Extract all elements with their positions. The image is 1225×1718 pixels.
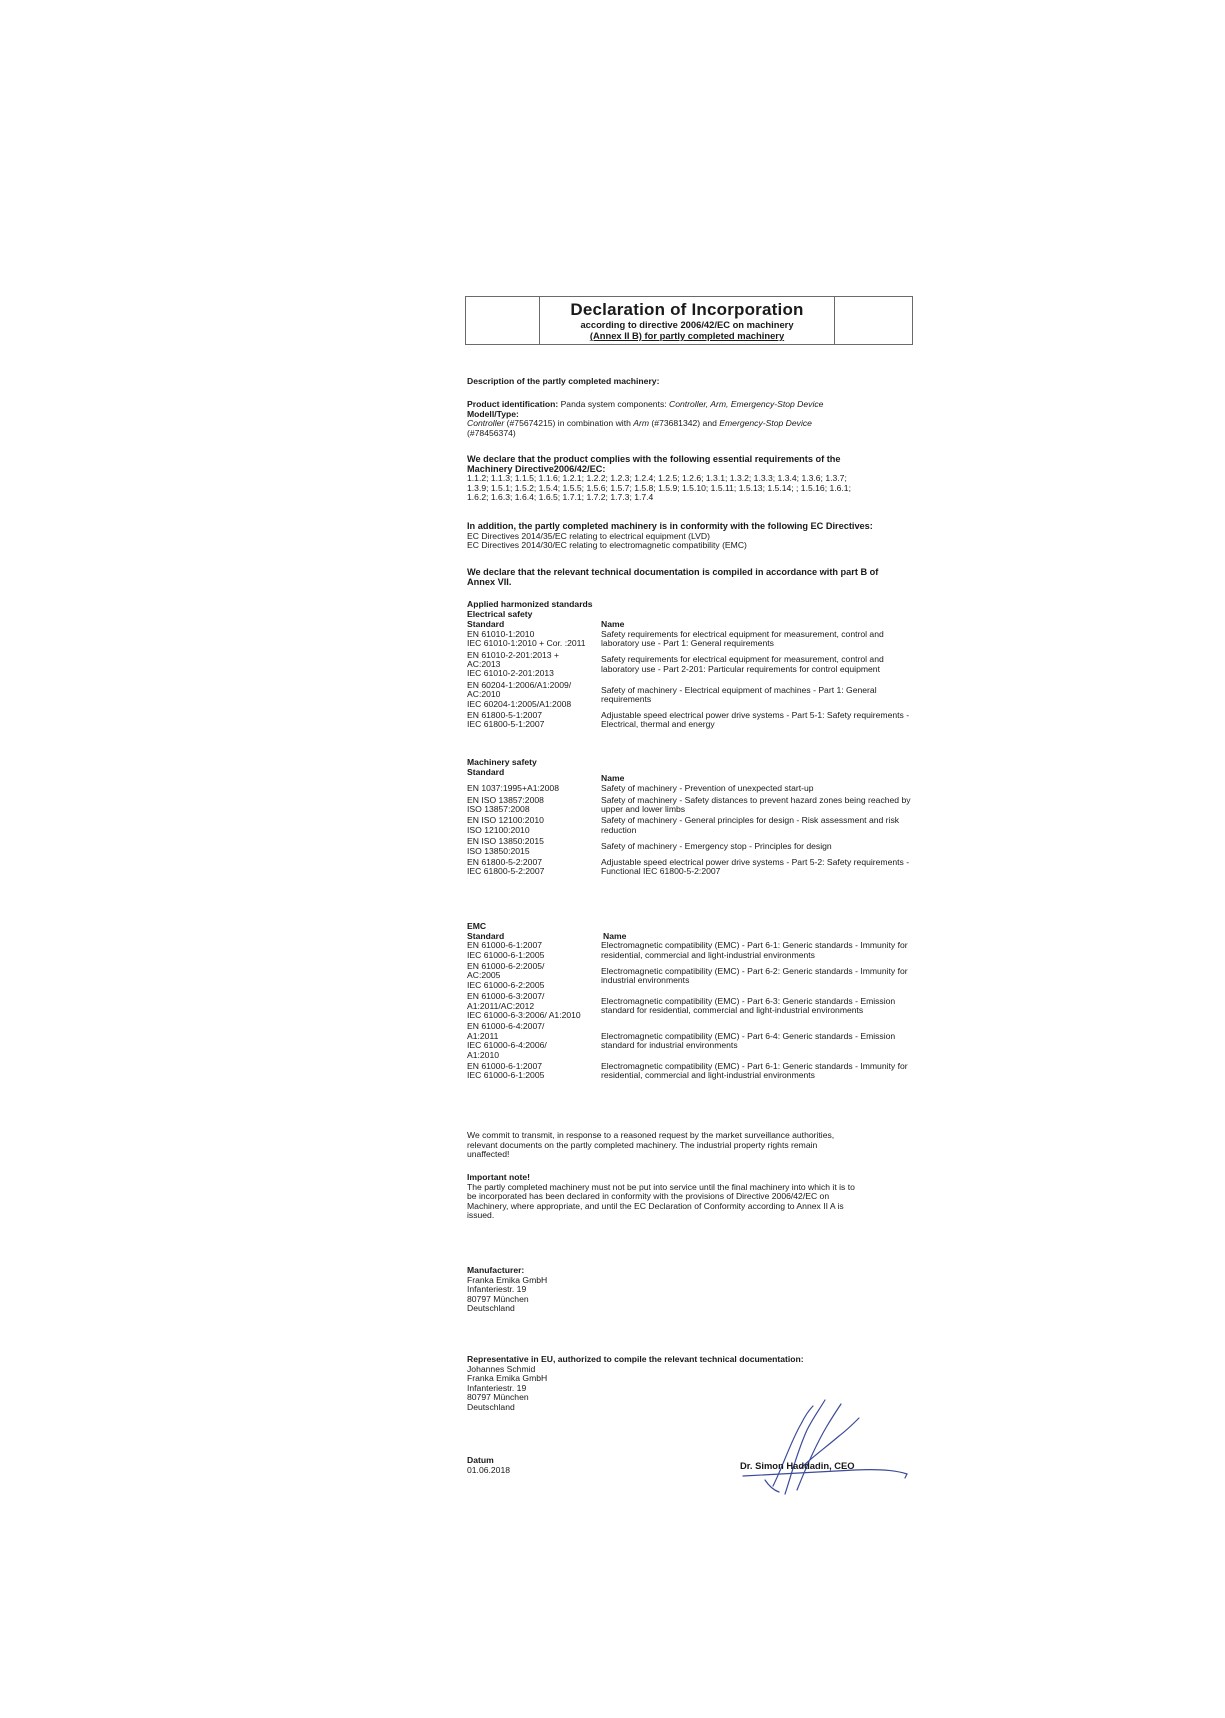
- important-note-heading: Important note!: [467, 1172, 531, 1182]
- document-header: [465, 296, 913, 345]
- table-row: [467, 630, 917, 649]
- standard-name: Electromagnetic compatibility (EMC) - Part 6-2: Generic standards - Immunity for: [601, 965, 908, 976]
- representative-line: Infanteriestr. 19: [467, 1382, 527, 1393]
- essential-requirements-section: [467, 455, 917, 503]
- essential-heading-1: We declare that the product complies with the following essential requirements of the: [467, 454, 841, 464]
- manufacturer-heading: Manufacturer:: [467, 1265, 525, 1275]
- table-row: [467, 651, 917, 679]
- standard-code: IEC 61800-5-2:2007: [467, 866, 545, 877]
- header-title-cell: [540, 297, 834, 344]
- standard-name: Safety requirements for electrical equipment for measurement, control and: [601, 628, 884, 639]
- essential-heading-2: Machinery Directive2006/42/EC:: [467, 463, 606, 474]
- commit-line-1: We commit to transmit, in response to a reasoned request by the market surveillance authorities,: [467, 1130, 835, 1140]
- standard-name: Safety of machinery - Safety distances to prevent hazard zones being reached by: [601, 794, 911, 805]
- esd-number: (#78456374): [467, 427, 516, 438]
- techdoc-line-1: We declare that the relevant technical documentation is compiled in accordance with part B of: [467, 567, 879, 577]
- standard-cell: [467, 1062, 601, 1081]
- table-row: [467, 962, 917, 990]
- arm-number: (#73681342) and: [651, 418, 717, 429]
- column-name: Name: [601, 619, 625, 630]
- representative-line: Johannes Schmid: [467, 1363, 536, 1374]
- standard-code: IEC 60204-1:2005/A1:2008: [467, 698, 572, 709]
- standard-code: ISO 13857:2008: [467, 804, 530, 814]
- name-cell: [601, 655, 917, 674]
- standard-name: Adjustable speed electrical power drive systems - Part 5-2: Safety requirements -: [601, 857, 910, 868]
- note-line-4: issued.: [467, 1210, 495, 1221]
- controller-name: Controller: [467, 418, 505, 429]
- standard-name: Adjustable speed electrical power drive systems - Part 5-1: Safety requirements -: [601, 710, 910, 721]
- standard-code: ISO 13850:2015: [467, 845, 530, 856]
- standard-name: laboratory use - Part 1: General requirements: [601, 638, 774, 649]
- machinery-safety-title: Machinery safety: [467, 757, 537, 767]
- standard-name: residential, commercial and light-industrial environments: [601, 1070, 815, 1081]
- standard-code: EN 61010-2-201:2013 +: [467, 649, 559, 660]
- standard-code: AC:2013: [467, 659, 501, 669]
- standard-name: Safety of machinery - Electrical equipment of machines - Part 1: General: [601, 684, 877, 695]
- standard-code: IEC 61010-1:2010 + Cor. :2011: [467, 638, 586, 649]
- standard-name: Electromagnetic compatibility (EMC) - Part 6-1: Generic standards - Immunity for: [601, 940, 908, 951]
- electrical-safety-title: Electrical safety: [467, 608, 533, 619]
- column-standard: Standard: [467, 619, 505, 630]
- standard-code: IEC 61000-6-3:2006/ A1:2010: [467, 1010, 581, 1021]
- product-section: [467, 400, 917, 438]
- document-title: Declaration of Incorporation: [570, 300, 804, 319]
- standard-code: EN ISO 13850:2015: [467, 836, 544, 847]
- name-cell: [601, 796, 917, 815]
- table-row: [467, 941, 917, 960]
- product-label: Product identification:: [467, 399, 559, 409]
- standard-cell: [467, 1022, 601, 1060]
- standard-code: EN 61000-6-2:2005/: [467, 961, 545, 971]
- standard-code: IEC 61000-6-4:2006/: [467, 1040, 547, 1051]
- standard-code: IEC 61000-6-1:2005: [467, 949, 545, 960]
- description-section: [467, 377, 917, 387]
- standard-code: IEC 61800-5-1:2007: [467, 719, 545, 730]
- name-cell: [601, 997, 917, 1016]
- standard-name: standard for industrial environments: [601, 1040, 738, 1051]
- representative-line: Franka Emika GmbH: [467, 1373, 548, 1384]
- standard-name: Electromagnetic compatibility (EMC) - Part 6-1: Generic standards - Immunity for: [601, 1061, 908, 1072]
- table-row: [467, 1062, 917, 1081]
- emc-section: [467, 922, 917, 1081]
- manufacturer-line: 80797 München: [467, 1293, 529, 1304]
- standard-name: standard for residential, commercial and light-industrial environments: [601, 1005, 864, 1016]
- standard-cell: [467, 858, 601, 877]
- product-text: Panda system components:: [560, 399, 667, 409]
- manufacturer-line: Infanteriestr. 19: [467, 1284, 527, 1295]
- standard-name: residential, commercial and light-industrial environments: [601, 949, 815, 960]
- standard-code: EN 61000-6-3:2007/: [467, 991, 545, 1002]
- directives-section: [467, 522, 917, 551]
- standard-code: EN 61000-6-4:2007/: [467, 1021, 545, 1032]
- standard-cell: [467, 962, 601, 990]
- manufacturer-line: Franka Emika GmbH: [467, 1274, 548, 1285]
- header-left-cell: [466, 297, 540, 344]
- controller-number: (#75674215) in combination with: [506, 418, 631, 429]
- essential-line-2: 1.3.9; 1.5.1; 1.5.2; 1.5.4; 1.5.5; 1.5.6; 1.5.7; 1.5.8; 1.5.9; 1.5.10; 1.5.11; 1.5.13; 1.5.14; ; 1.5.16; 1.6.1;: [467, 482, 851, 493]
- standard-code: EN 61800-5-2:2007: [467, 857, 543, 868]
- header-right-cell: [834, 297, 912, 344]
- commit-line-3: unaffected!: [467, 1149, 510, 1160]
- column-name: Name: [603, 930, 627, 941]
- standard-cell: [467, 837, 601, 856]
- name-cell: [601, 816, 917, 835]
- name-cell: [601, 842, 917, 851]
- standard-name: Safety requirements for electrical equipment for measurement, control and: [601, 654, 884, 665]
- electrical-safety-section: [467, 600, 917, 730]
- standard-name: upper and lower limbs: [601, 804, 686, 814]
- techdoc-section: [467, 568, 917, 587]
- name-cell: [601, 967, 917, 986]
- standard-name: requirements: [601, 693, 652, 704]
- commit-line-2: relevant documents on the partly completed machinery. The industrial property rights remain: [467, 1139, 818, 1150]
- name-cell: [601, 858, 917, 877]
- representative-heading: Representative in EU, authorized to compile the relevant technical documentation:: [467, 1354, 804, 1364]
- standard-code: A1:2010: [467, 1049, 500, 1060]
- standard-name: Electromagnetic compatibility (EMC) - Part 6-4: Generic standards - Emission: [601, 1030, 896, 1041]
- note-line-2: be incorporated has been declared in conformity with the provisions of Directive 2006/42/EC on: [467, 1191, 830, 1202]
- manufacturer-section: [467, 1266, 917, 1314]
- standard-name: Functional IEC 61800-5-2:2007: [601, 866, 721, 877]
- standard-code: IEC 61000-6-2:2005: [467, 979, 545, 990]
- standard-cell: [467, 941, 601, 960]
- standard-cell: [467, 816, 601, 835]
- standard-code: IEC 61000-6-1:2005: [467, 1070, 545, 1081]
- standard-cell: [467, 796, 601, 815]
- header-subtitle: according to directive 2006/42/EC on machinery: [580, 319, 794, 330]
- essential-line-3: 1.6.2; 1.6.3; 1.6.4; 1.6.5; 1.7.1; 1.7.2; 1.7.3; 1.7.4: [467, 492, 654, 503]
- essential-line-1: 1.1.2; 1.1.3; 1.1.5; 1.1.6; 1.2.1; 1.2.2; 1.2.3; 1.2.4; 1.2.5; 1.2.6; 1.3.1; 1.3.2; 1.3.3; 1.3.4; 1.3.6; 1.3.7;: [467, 473, 847, 484]
- arm-name: Arm: [633, 418, 650, 429]
- name-cell: [601, 686, 917, 705]
- standard-code: EN 61800-5-1:2007: [467, 710, 543, 721]
- table-row: [467, 816, 917, 835]
- signatory-name: Dr. Simon Haddadin, CEO: [740, 1460, 855, 1471]
- machinery-table-body: [467, 784, 917, 877]
- model-label: Modell/Type:: [467, 408, 519, 419]
- emc-table-body: [467, 941, 917, 1081]
- standard-code: EN 60204-1:2006/A1:2009/: [467, 679, 572, 690]
- standard-code: ISO 12100:2010: [467, 824, 530, 835]
- directive-emc: EC Directives 2014/30/EC relating to electromagnetic compatibility (EMC): [467, 540, 747, 551]
- table-row: [467, 711, 917, 730]
- standard-cell: [467, 681, 601, 709]
- description-heading: Description of the partly completed machinery:: [467, 376, 660, 386]
- column-standard: Standard: [467, 930, 505, 941]
- name-cell: [601, 1062, 917, 1081]
- representative-line: Deutschland: [467, 1401, 515, 1412]
- standard-name: reduction: [601, 824, 637, 835]
- standard-code: EN ISO 12100:2010: [467, 815, 544, 826]
- applied-standards-heading: Applied harmonized standards: [467, 599, 593, 609]
- table-row: [467, 992, 917, 1020]
- table-row: [467, 796, 917, 815]
- table-row: [467, 1022, 917, 1060]
- standard-name: Electrical, thermal and energy: [601, 719, 715, 730]
- datum-label: Datum: [467, 1455, 494, 1465]
- standard-code: EN 61010-1:2010: [467, 628, 535, 639]
- column-standard: Standard: [467, 766, 505, 777]
- standard-code: AC:2010: [467, 689, 501, 700]
- name-cell: [601, 711, 917, 730]
- standard-name: Safety of machinery - Emergency stop - Principles for design: [601, 840, 832, 851]
- table-row: [467, 837, 917, 856]
- standard-code: IEC 61010-2-201:2013: [467, 668, 554, 679]
- emc-title: EMC: [467, 921, 487, 931]
- standard-code: A1:2011: [467, 1030, 499, 1041]
- table-row: [467, 858, 917, 877]
- esd-name: Emergency-Stop Device: [719, 418, 812, 429]
- directive-lvd: EC Directives 2014/35/EC relating to electrical equipment (LVD): [467, 530, 710, 541]
- column-name: Name: [601, 772, 625, 783]
- machinery-table-header: [467, 768, 917, 784]
- electrical-table-body: [467, 630, 917, 730]
- handwritten-signature: [735, 1386, 915, 1496]
- standard-name: Electromagnetic compatibility (EMC) - Part 6-3: Generic standards - Emission: [601, 995, 896, 1006]
- standard-cell: [467, 992, 601, 1020]
- name-cell: [601, 630, 917, 649]
- table-row: [467, 784, 917, 793]
- standard-name: industrial environments: [601, 975, 690, 986]
- header-subtitle-annex: (Annex II B) for partly completed machinery: [589, 330, 785, 341]
- standard-name: Safety of machinery - General principles for design - Risk assessment and risk: [601, 815, 900, 826]
- manufacturer-line: Deutschland: [467, 1303, 515, 1314]
- standard-cell: [467, 630, 601, 649]
- standard-code: EN 61000-6-1:2007: [467, 1061, 543, 1072]
- standard-cell: [467, 784, 601, 793]
- standard-cell: [467, 651, 601, 679]
- product-items: Controller, Arm, Emergency-Stop Device: [669, 399, 824, 409]
- commit-section: [467, 1131, 917, 1160]
- standard-code: EN 61000-6-1:2007: [467, 940, 543, 951]
- name-cell: [601, 784, 917, 793]
- standard-code: EN ISO 13857:2008: [467, 794, 544, 805]
- note-line-1: The partly completed machinery must not be put into service until the final machinery into which it is to: [467, 1181, 855, 1192]
- name-cell: [601, 941, 917, 960]
- standard-cell: [467, 711, 601, 730]
- directives-heading: In addition, the partly completed machinery is in conformity with the following EC Directives:: [467, 521, 873, 531]
- standard-code: A1:2011/AC:2012: [467, 1000, 535, 1011]
- datum-value: 01.06.2018: [467, 1464, 511, 1475]
- representative-line: 80797 München: [467, 1392, 529, 1403]
- standard-name: laboratory use - Part 2-201: Particular requirements for control equipment: [601, 663, 880, 674]
- signature-block: [735, 1386, 915, 1501]
- machinery-safety-section: [467, 758, 917, 877]
- note-line-3: Machinery, where appropriate, and until the EC Declaration of Conformity according to Annex II A is: [467, 1200, 844, 1211]
- standard-code: AC:2005: [467, 970, 501, 981]
- important-note-section: [467, 1173, 917, 1221]
- standard-name: Safety of machinery - Prevention of unexpected start-up: [601, 783, 814, 794]
- name-cell: [601, 1032, 917, 1051]
- techdoc-line-2: Annex VII.: [467, 576, 512, 587]
- table-row: [467, 681, 917, 709]
- standard-code: EN 1037:1995+A1:2008: [467, 783, 559, 794]
